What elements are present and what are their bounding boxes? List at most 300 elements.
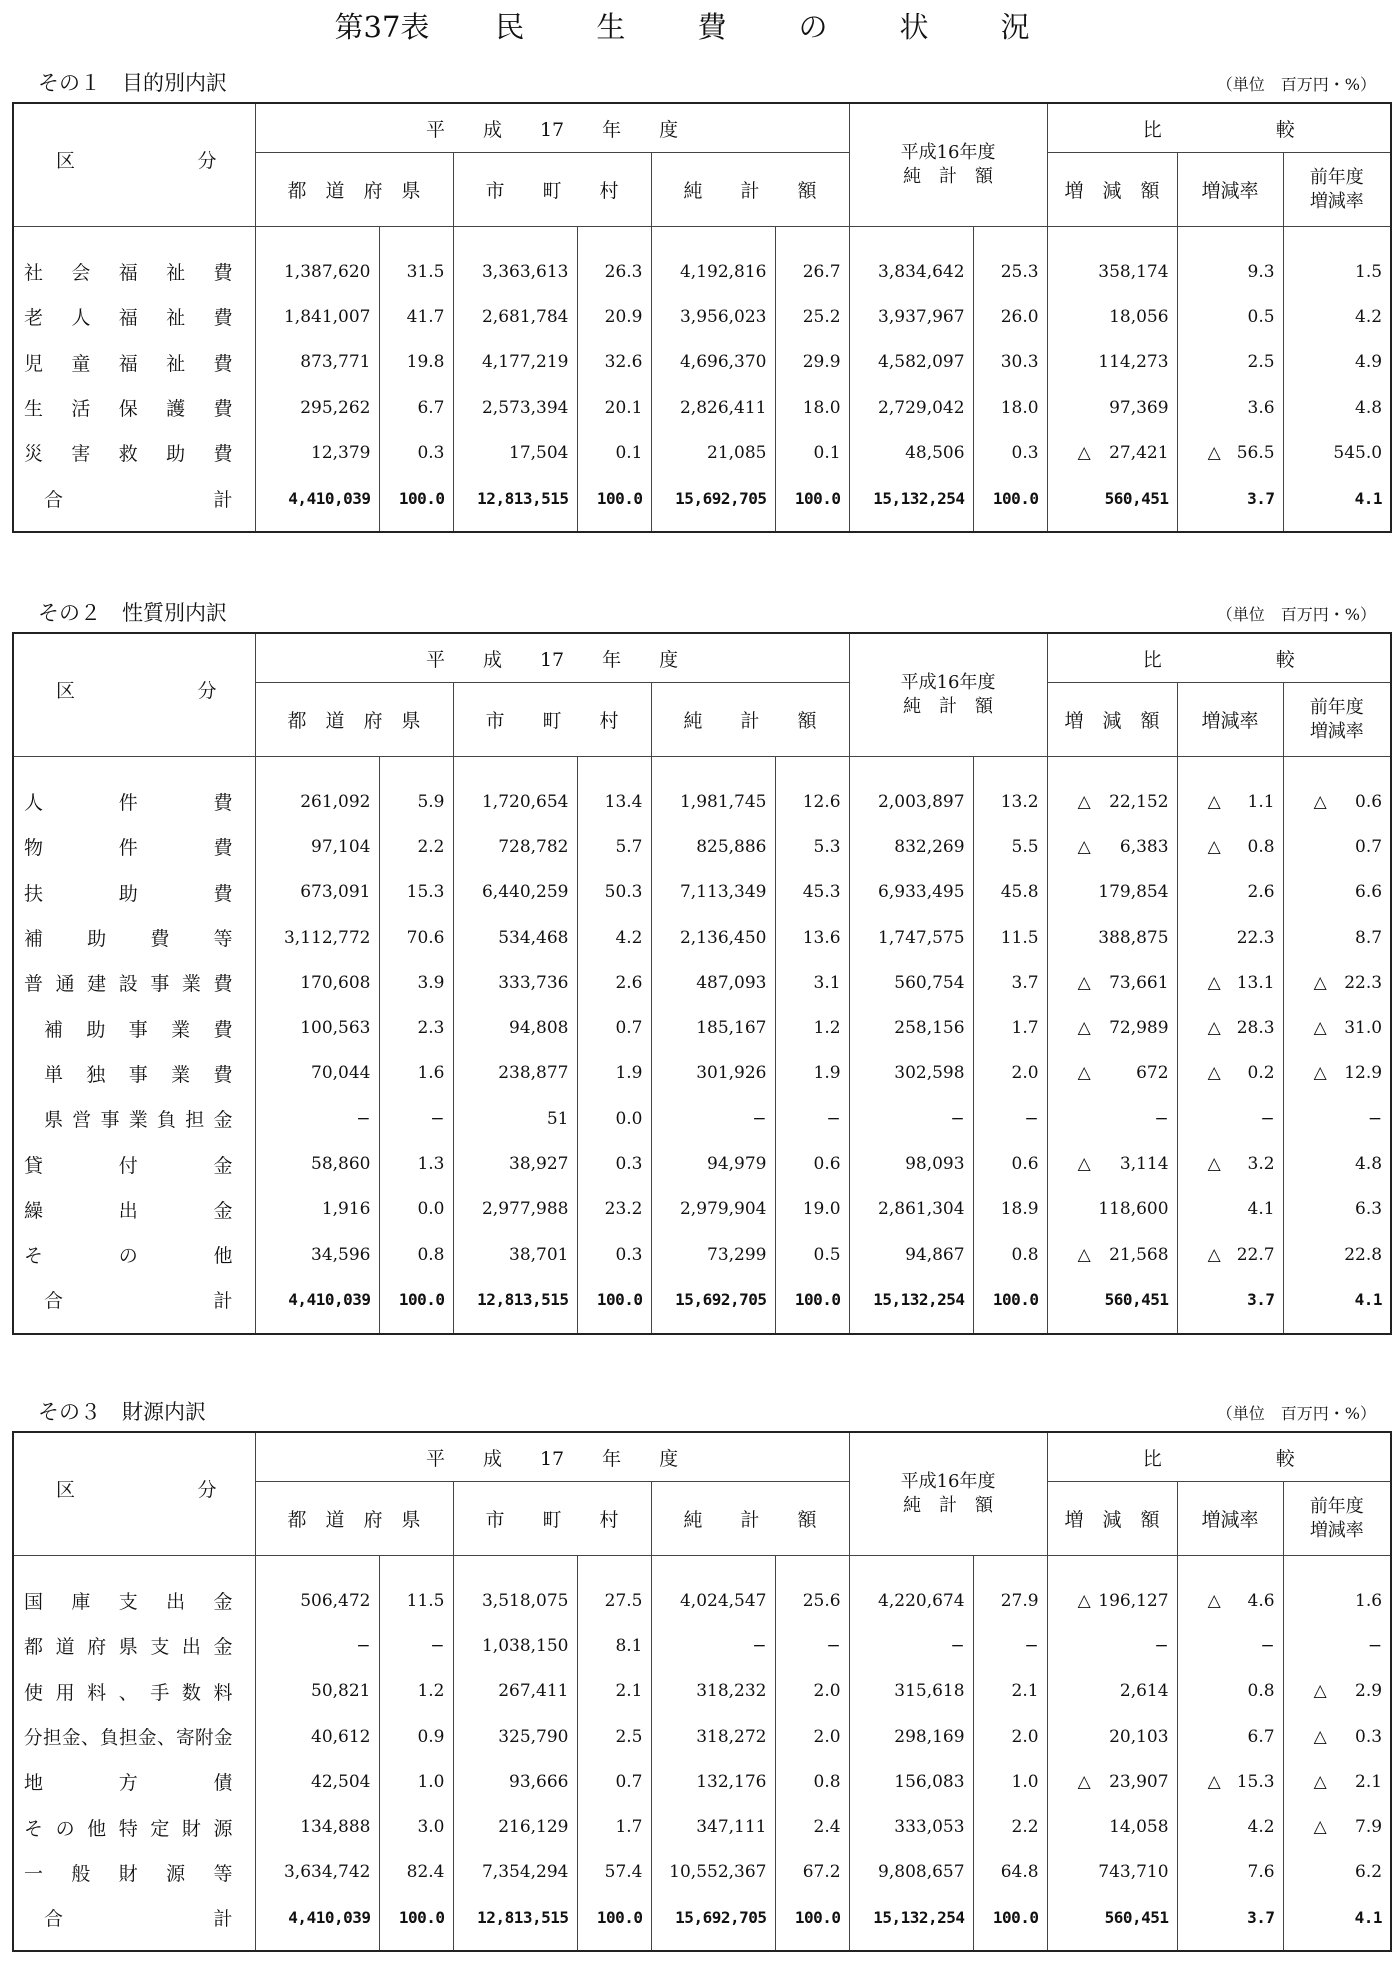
table-cell: − [849,1096,973,1141]
total-cell: 3.7 [1177,475,1283,531]
total-cell: 560,451 [1047,1277,1177,1333]
prev-line2: 増減率 [1309,1519,1364,1541]
document-title [0,4,1400,50]
prev-line2: 増減率 [1309,720,1364,742]
kubun-char: 区 [56,150,76,172]
table-cell: 2.2 [973,1804,1047,1849]
table-cell [1177,757,1283,825]
table-cell: 15.3 [379,870,453,915]
table-cell: 6.3 [1283,1187,1391,1232]
table-cell: 18.0 [775,385,849,430]
table-cell: 64.8 [973,1850,1047,1895]
table-cell: − [849,1623,973,1668]
kubun-char: 分 [197,150,217,172]
net-header: 純 計 額 [651,1482,849,1556]
table-cell [1047,824,1177,869]
table-cell: 0.6 [775,1141,849,1186]
table-cell: 0.1 [775,430,849,475]
table-cell: 2.1 [577,1669,651,1714]
table-cell: 20.1 [577,385,651,430]
table-cell: 388,875 [1047,915,1177,960]
negative-marker: △ [1077,836,1091,857]
table-cell: 8.1 [577,1623,651,1668]
negative-marker: △ [1077,442,1091,463]
cell-value: 27,421 [1109,442,1169,463]
row-label: その他特定財源 [13,1804,255,1849]
total-cell: 15,132,254 [849,1277,973,1333]
table-cell: 1.0 [379,1759,453,1804]
total-row [13,475,1391,531]
table-cell: 3.0 [379,1804,453,1849]
cell-value: 72,989 [1109,1018,1169,1039]
table-cell: 132,176 [651,1759,775,1804]
table-cell: 0.0 [577,1096,651,1141]
table-row [13,1759,1391,1804]
table-cell: 23.2 [577,1187,651,1232]
total-cell: 4.1 [1283,1277,1391,1333]
negative-marker: △ [1207,442,1221,463]
table-cell: 18.9 [973,1187,1047,1232]
table-cell: 93,666 [453,1759,577,1804]
negative-marker: △ [1207,1154,1221,1175]
table-cell: 6.7 [379,385,453,430]
negative-marker: △ [1207,1018,1221,1039]
section-title: その３ 財源内訳 [38,1400,206,1424]
table-cell: 358,174 [1047,227,1177,295]
table-cell: 42,504 [255,1759,379,1804]
rate-header: 増減率 [1177,153,1283,227]
unit-note: （単位 百万円・%） [1216,75,1376,94]
cell-value: 6,383 [1119,836,1169,857]
table-cell: 4,582,097 [849,340,973,385]
cell-value: 0.8 [1247,836,1275,857]
table-cell: 2.6 [1177,870,1283,915]
total-cell: 560,451 [1047,1895,1177,1951]
table-cell: 728,782 [453,824,577,869]
table-cell: 21,085 [651,430,775,475]
table-cell: − [973,1096,1047,1141]
table-cell: 8.7 [1283,915,1391,960]
table-cell: 41.7 [379,294,453,339]
cell-value: 0.6 [1355,791,1383,812]
table-cell: 0.0 [379,1187,453,1232]
total-cell: 4,410,039 [255,1277,379,1333]
total-cell: 100.0 [379,1895,453,1951]
table-cell: 0.5 [1177,294,1283,339]
negative-marker: △ [1207,836,1221,857]
table-cell: 318,232 [651,1669,775,1714]
table-cell: 1.7 [577,1804,651,1849]
table-cell: 347,111 [651,1804,775,1849]
row-label: 使用料、手数料 [13,1669,255,1714]
table-number: 第37表 [334,10,430,44]
negative-marker: △ [1313,1726,1327,1747]
table-cell: 45.3 [775,870,849,915]
cell-value: 23,907 [1109,1771,1169,1792]
table-cell: 261,092 [255,757,379,825]
kubun-header [13,103,255,227]
table-cell: 70,044 [255,1051,379,1096]
cell-value: 22.7 [1236,1244,1275,1265]
table-cell: 17,504 [453,430,577,475]
table-cell: 1,720,654 [453,757,577,825]
table-cell [1047,1141,1177,1186]
table-cell [1177,1556,1283,1624]
row-label: 普通建設事業費 [13,960,255,1005]
negative-marker: △ [1207,1244,1221,1265]
cell-value: 3.2 [1247,1154,1275,1175]
table-cell: 1,981,745 [651,757,775,825]
table-cell: 0.7 [1283,824,1391,869]
table-cell: 118,600 [1047,1187,1177,1232]
table-cell: 3,634,742 [255,1850,379,1895]
row-label: 地方債 [13,1759,255,1804]
table-cell: 9.3 [1177,227,1283,295]
cell-value: 12.9 [1344,1063,1383,1084]
total-cell: 100.0 [775,1277,849,1333]
table-cell: 673,091 [255,870,379,915]
table-cell: − [775,1096,849,1141]
table-cell: 13.6 [775,915,849,960]
data-table [12,1431,1392,1952]
cell-value: 22.3 [1344,972,1383,993]
table-cell: 2.5 [577,1714,651,1759]
total-cell: 12,813,515 [453,475,577,531]
table-cell: 6.7 [1177,1714,1283,1759]
table-row [13,1850,1391,1895]
table-cell: 6.2 [1283,1850,1391,1895]
total-cell: 100.0 [973,1277,1047,1333]
table-cell: 9,808,657 [849,1850,973,1895]
table-cell: 315,618 [849,1669,973,1714]
table-cell: 97,369 [1047,385,1177,430]
table-row [13,1141,1391,1186]
table-cell: 4.2 [1177,1804,1283,1849]
table-row [13,1804,1391,1849]
row-label: 生活保護費 [13,385,255,430]
table-cell: 5.5 [973,824,1047,869]
h16-line2: 純 計 額 [903,166,994,187]
table-cell: 45.8 [973,870,1047,915]
negative-marker: △ [1313,1063,1327,1084]
table-cell: 3.6 [1177,385,1283,430]
table-cell: 100,563 [255,1005,379,1050]
table-cell: 295,262 [255,385,379,430]
city-header: 市 町 村 [453,683,651,757]
table-cell: 4.2 [577,915,651,960]
table-cell: 7,354,294 [453,1850,577,1895]
table-cell: 545.0 [1283,430,1391,475]
table-cell [1177,1051,1283,1096]
total-label: 合計 [13,1895,255,1951]
row-label: 県営事業負担金 [13,1096,255,1141]
table-row [13,1005,1391,1050]
table-cell: 318,272 [651,1714,775,1759]
table-cell: 560,754 [849,960,973,1005]
table-cell [1047,757,1177,825]
table-cell: 2.0 [775,1669,849,1714]
table-cell: 3,518,075 [453,1556,577,1624]
negative-marker: △ [1207,791,1221,812]
diff-header: 増 減 額 [1047,1482,1177,1556]
h16-line2: 純 計 額 [903,1495,994,1516]
row-label: 国庫支出金 [13,1556,255,1624]
cell-value: 2.1 [1355,1771,1383,1792]
total-cell: 3.7 [1177,1277,1283,1333]
total-cell: 15,692,705 [651,1277,775,1333]
table-row [13,1232,1391,1277]
negative-marker: △ [1077,972,1091,993]
row-label: 単独事業費 [13,1051,255,1096]
total-cell: 100.0 [973,475,1047,531]
table-cell: 2.1 [973,1669,1047,1714]
title-char: 民 [495,10,525,44]
city-header: 市 町 村 [453,153,651,227]
table-cell: − [651,1623,775,1668]
table-cell: 134,888 [255,1804,379,1849]
table-cell: 0.3 [973,430,1047,475]
table-cell: 1.6 [1283,1556,1391,1624]
table-cell: 27.9 [973,1556,1047,1624]
comparison-header: 比 較 [1047,1432,1391,1482]
table-row [13,385,1391,430]
table-cell [1283,1051,1391,1096]
table-cell: 114,273 [1047,340,1177,385]
table-cell: − [973,1623,1047,1668]
total-label: 合計 [13,475,255,531]
table-cell: 1,747,575 [849,915,973,960]
table-cell [1283,960,1391,1005]
table-cell: 0.3 [577,1232,651,1277]
cell-value: 28.3 [1236,1018,1275,1039]
table-cell: 506,472 [255,1556,379,1624]
row-label: 物件費 [13,824,255,869]
negative-marker: △ [1207,972,1221,993]
row-label: 繰出金 [13,1187,255,1232]
table-cell: 832,269 [849,824,973,869]
prev-rate-header [1283,1482,1391,1556]
negative-marker: △ [1207,1590,1221,1611]
table-cell: 3,112,772 [255,915,379,960]
row-label: 都道府県支出金 [13,1623,255,1668]
section-header [12,596,1390,632]
comparison-header: 比 較 [1047,633,1391,683]
city-header: 市 町 村 [453,1482,651,1556]
kubun-char: 区 [56,1479,76,1501]
table-cell: 0.8 [775,1759,849,1804]
table-cell: 1.9 [577,1051,651,1096]
table-cell: 4.8 [1283,385,1391,430]
title-char: 生 [596,10,626,44]
table-cell: 13.4 [577,757,651,825]
section-title: その２ 性質別内訳 [38,601,227,625]
table-cell: 2.0 [775,1714,849,1759]
kubun-header [13,633,255,757]
h16-header [849,103,1047,227]
negative-marker: △ [1313,1681,1327,1702]
negative-marker: △ [1207,1063,1221,1084]
table-cell: 14,058 [1047,1804,1177,1849]
section-1 [12,66,1390,533]
table-cell: − [1177,1623,1283,1668]
table-row [13,1714,1391,1759]
table-cell: 22.3 [1177,915,1283,960]
cell-value: 73,661 [1109,972,1169,993]
table-cell: 4,696,370 [651,340,775,385]
table-cell: 301,926 [651,1051,775,1096]
table-cell: 1.5 [1283,227,1391,295]
title-char: 費 [697,10,727,44]
table-cell: 38,927 [453,1141,577,1186]
table-cell [1047,1232,1177,1277]
table-cell [1177,1232,1283,1277]
row-label: 社会福祉費 [13,227,255,295]
table-cell: 57.4 [577,1850,651,1895]
table-cell: 298,169 [849,1714,973,1759]
total-cell: 100.0 [379,475,453,531]
prev-line1: 前年度 [1309,166,1364,188]
table-cell: 2.5 [1177,340,1283,385]
table-cell: 70.6 [379,915,453,960]
table-cell: 18,056 [1047,294,1177,339]
table-cell: 12,379 [255,430,379,475]
table-cell: 4,177,219 [453,340,577,385]
unit-note: （単位 百万円・%） [1216,605,1376,624]
table-cell: 825,886 [651,824,775,869]
table-cell: 0.7 [577,1759,651,1804]
table-cell: 20,103 [1047,1714,1177,1759]
h16-header [849,633,1047,757]
table-cell: 30.3 [973,340,1047,385]
table-cell: 29.9 [775,340,849,385]
table-cell: 1.2 [379,1669,453,1714]
table-row [13,824,1391,869]
cell-value: 3,114 [1119,1154,1169,1175]
table-cell: 1.7 [973,1005,1047,1050]
table-cell [1177,960,1283,1005]
table-cell: 1.0 [973,1759,1047,1804]
total-cell: 100.0 [577,1895,651,1951]
rate-header: 増減率 [1177,683,1283,757]
h16-header [849,1432,1047,1556]
prev-line1: 前年度 [1309,696,1364,718]
kubun-char: 分 [197,680,217,702]
kubun-char: 区 [56,680,76,702]
table-cell: 2,729,042 [849,385,973,430]
table-cell [1283,1759,1391,1804]
table-cell: 5.9 [379,757,453,825]
prev-rate-header [1283,153,1391,227]
table-cell: 2,573,394 [453,385,577,430]
cell-value: 2.9 [1355,1681,1383,1702]
cell-value: 0.3 [1355,1726,1383,1747]
data-table [12,632,1392,1335]
rate-header: 増減率 [1177,1482,1283,1556]
negative-marker: △ [1077,1154,1091,1175]
total-cell: 4.1 [1283,475,1391,531]
table-cell: − [1047,1096,1177,1141]
total-cell: 100.0 [577,1277,651,1333]
title-char: 状 [899,10,929,44]
table-cell: 97,104 [255,824,379,869]
table-cell: 2,681,784 [453,294,577,339]
table-cell: − [379,1623,453,1668]
total-cell: 3.7 [1177,1895,1283,1951]
table-cell: 2.4 [775,1804,849,1849]
section-2 [12,596,1390,1335]
table-cell: 2.6 [577,960,651,1005]
total-cell: 100.0 [775,1895,849,1951]
table-cell: 2.0 [973,1051,1047,1096]
table-cell: − [1283,1096,1391,1141]
table-cell [1177,430,1283,475]
table-cell: 238,877 [453,1051,577,1096]
table-cell: 67.2 [775,1850,849,1895]
h16-line1: 平成16年度 [900,1471,996,1492]
table-cell: 51 [453,1096,577,1141]
table-cell: − [1177,1096,1283,1141]
table-cell: 1.9 [775,1051,849,1096]
diff-header: 増 減 額 [1047,153,1177,227]
table-row [13,430,1391,475]
table-cell [1177,824,1283,869]
table-cell: 19.8 [379,340,453,385]
h16-line1: 平成16年度 [900,672,996,693]
total-cell: 100.0 [775,475,849,531]
total-cell: 4,410,039 [255,1895,379,1951]
table-cell: 487,093 [651,960,775,1005]
section-header [12,66,1390,102]
prev-line2: 増減率 [1309,190,1364,212]
table-cell: 6,933,495 [849,870,973,915]
table-cell: 2.2 [379,824,453,869]
cell-value: 15.3 [1236,1771,1275,1792]
table-cell: 0.3 [379,430,453,475]
diff-header: 増 減 額 [1047,683,1177,757]
table-row [13,757,1391,825]
table-cell: 156,083 [849,1759,973,1804]
prev-rate-header [1283,683,1391,757]
table-cell: − [1047,1623,1177,1668]
kubun-char: 分 [197,1479,217,1501]
row-label: 補助費等 [13,915,255,960]
negative-marker: △ [1207,1771,1221,1792]
table-cell: 2,003,897 [849,757,973,825]
table-row [13,1556,1391,1624]
table-cell: 32.6 [577,340,651,385]
negative-marker: △ [1077,1244,1091,1265]
table-cell: 1,038,150 [453,1623,577,1668]
table-cell [1047,430,1177,475]
negative-marker: △ [1077,1018,1091,1039]
h16-line1: 平成16年度 [900,142,996,163]
table-cell: 258,156 [849,1005,973,1050]
table-cell: 20.9 [577,294,651,339]
table-cell: 2.3 [379,1005,453,1050]
table-cell: 1,387,620 [255,227,379,295]
total-cell: 12,813,515 [453,1895,577,1951]
negative-marker: △ [1313,1817,1327,1838]
table-cell: 216,129 [453,1804,577,1849]
table-cell [1047,1051,1177,1096]
negative-marker: △ [1077,1771,1091,1792]
total-cell: 560,451 [1047,475,1177,531]
table-cell: 0.8 [379,1232,453,1277]
table-cell: − [775,1623,849,1668]
table-cell: 1,841,007 [255,294,379,339]
table-cell: 4.1 [1177,1187,1283,1232]
h17-header: 平 成 17 年 度 [255,633,849,683]
